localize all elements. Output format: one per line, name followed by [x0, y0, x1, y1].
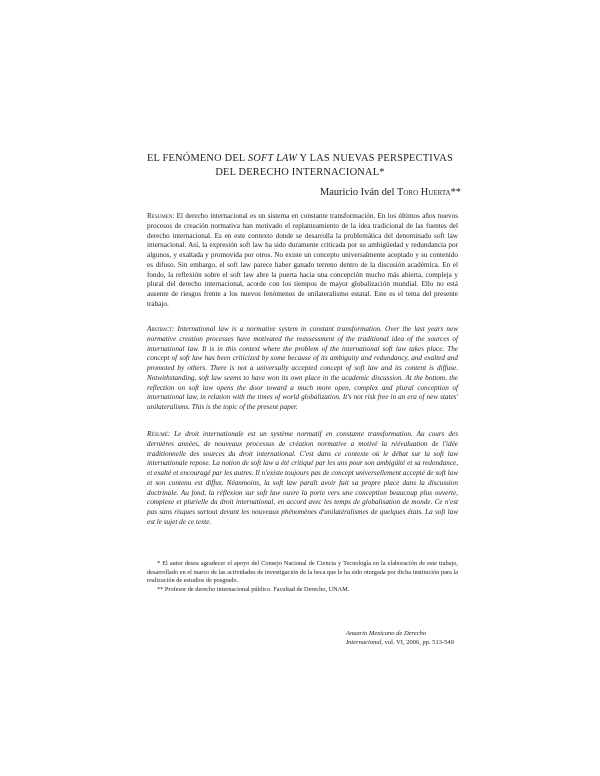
journal-citation — [346, 629, 462, 647]
resume-text: : Le droit internationale est un système normatif en constante transformation. Au cours des dernières années, de nouveaux processus de création normative a motivé la réévaluation de l'idée traditionnelle des sources du droit international. C'est dans ce contexte où le débat sur la soft law internationale repose. La notion de soft law a été critiqué par les uns pour son ambigüité et sa redondance, et exalté et encouragé par les autres. Il n'existe toujours pas de concept universellement accepté de soft law et son contenu est diffus. Néanmoins, la soft law paraît avoir fait sa propre place dans la discussion doctrinale. Au fond, la réflexion sur soft law ouvre la porte vers une conception beaucoup plus ouverte, complexe et plurielle du droit international, en accord avec les temps de globalisation de monde. Ce n'est pas sans risques surtout devant les nouveaux phénomènes d'unilatéralismes de quelques états. La soft law est le sujet de ce texte. — [147, 430, 458, 526]
abstract-label: Abstract — [147, 325, 172, 333]
journal-name: Anuario Mexicano de Derecho Internacional — [346, 630, 427, 646]
footnotes — [147, 560, 458, 594]
abstract-paragraph — [147, 325, 458, 413]
citation-details: , vol. VI, 2006, pp. 513-549 — [381, 639, 454, 646]
resume-label: Résumé — [147, 430, 168, 438]
article-title — [120, 152, 480, 180]
resumen-text: : El derecho internacional es un sistema en constante transformación. En los últimos años nuevos procesos de creación normativa han motivado el replanteamiento de la idea tradicional de las fuentes del derecho internacional. Es en este contexto donde se desarrolla la problemática del denominado soft law internacional. Así, la expresión soft law ha sido duramente criticada por su ambigüedad y redundancia por algunos, y exaltada y promovida por otros. No existe un concepto universalmente aceptado y su contenido es difuso. Sin embargo, el soft law parece haber ganado terreno dentro de la discusión académica. En el fondo, la reflexión sobre el soft law abre la puerta hacia una concepción mucho más abierta, compleja y plural del derecho internacional, acorde con los tiempos de mayor globalización mundial. Ello no está ausente de riesgos frente a los nuevos fenómenos de unilateralismo estatal. Este es el tema del presente trabajo. — [147, 212, 458, 308]
title-italic-term: SOFT LAW — [247, 153, 298, 164]
author-footnote-mark: ** — [450, 187, 461, 198]
title-line-2: DEL DERECHO INTERNACIONAL* — [215, 167, 385, 178]
author-name: Mauricio Iván del Toro Huerta** — [319, 187, 461, 198]
footnote-2: ** Profesor de derecho internacional público. Facultad de Derecho, UNAM. — [157, 585, 350, 593]
author-surname: Toro Huerta — [397, 187, 451, 198]
resumen-paragraph — [147, 212, 458, 310]
resumen-label: Resumen — [147, 212, 173, 220]
title-line-1: EL FENÓMENO DEL SOFT LAW Y LAS NUEVAS PERSPECTIVAS — [147, 153, 453, 164]
abstract-text: : International law is a normative system in constant transformation. Over the last years new normative creation processes have motivated the reassessment of the traditional idea of the sources of international law. It is in this context where the problem of the international soft law takes place. The concept of soft law has been criticized by some because of its ambiguity and redundancy, and exalted and promoted by others. There is not a universally accepted concept of soft law and its content is diffuse. Notwithstanding, soft law seems to have won its own place in the academic discussion. At the bottom, the reflection on soft law opens the door toward a much more open, complex and plural conception of international law, in relation with the times of world globalization. It's not risk free in an era of new states' unilateralisms. This is the topic of the present paper. — [147, 325, 458, 411]
footnote-1: * El autor desea agradecer el apoyo del Consejo Nacional de Ciencia y Tecnología en la elaboración de este trabajo, desarrollado en el marco de las actividades de investigación de la beca que le ha sido otorgada por dicha institución para la realización de estudios de posgrado. — [147, 560, 458, 585]
resume-paragraph — [147, 430, 458, 528]
